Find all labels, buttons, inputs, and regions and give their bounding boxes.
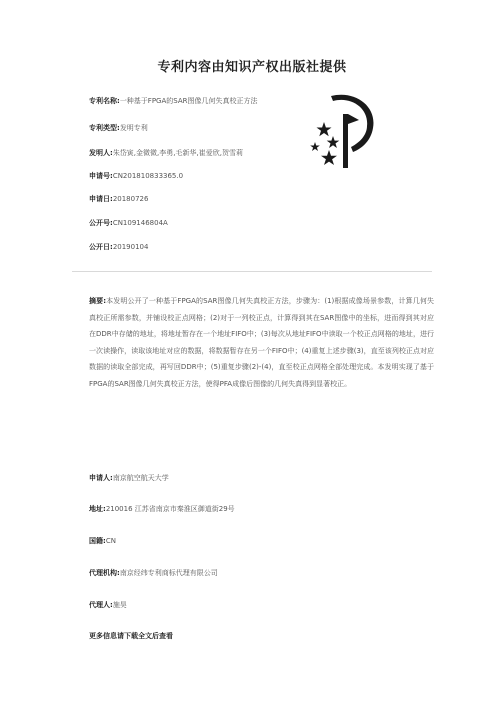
- applicant-value: 南京航空航天大学: [112, 474, 169, 482]
- nationality-label: 国籍:: [89, 537, 106, 545]
- publication-number-value: CN109146804A: [112, 219, 168, 227]
- patent-name-label: 专利名称:: [89, 97, 120, 105]
- publication-date-row: [89, 243, 148, 252]
- nationality-value: CN: [105, 537, 116, 545]
- address-value: 210016 江苏省南京市秦淮区御道街29号: [105, 505, 235, 513]
- nationality-row: [89, 537, 116, 546]
- publication-number-row: [89, 219, 168, 228]
- agent-row: [89, 601, 127, 610]
- applicant-row: [89, 474, 169, 483]
- application-number-value: CN201810833365.0: [112, 172, 184, 180]
- more-info-link[interactable]: 更多信息请下载全文后查看: [89, 632, 173, 640]
- patent-type-row: [89, 124, 148, 133]
- patent-type-value: 发明专利: [119, 124, 148, 132]
- address-row: [89, 505, 235, 514]
- patent-office-emblem-icon: [307, 92, 379, 168]
- address-label: 地址:: [89, 505, 106, 513]
- page-title: 专利内容由知识产权出版社提供: [157, 60, 347, 75]
- abstract-text: 本发明公开了一种基于FPGA的SAR图像几何失真校正方法，步骤为：(1)根据成像场景参数，计算几何失真校正所需参数，并铺设校正点网格；(2)对于一列校正点，计算得到其在SAR图像中的坐标，进而得到其对应在DDR中存储的地址，将地址暂存在一个地址FIFO中；(3)每次从地址FIFO中读取一个校正点网格的地址，进行一次读操作，读取该地址对应的数据，将数据暂存在另一个FIFO中；(4)重复上述步骤(3)，直至该列校正点对应数据的读取全部完成，再写回DDR中；(5)重复步骤(2)-(4)，直至校正点网格全部处理完成。本发明实现了基于FPGA的SAR图像几何失真校正方法，使得PFA成像后图像的几何失真得到显著校正。: [89, 297, 434, 388]
- publication-date-value: 20190104: [112, 243, 149, 251]
- section-divider: [72, 271, 432, 272]
- inventor-value: 朱岱寅,金微微,李勇,毛新华,崔爱欣,贺雪莉: [112, 149, 243, 157]
- publication-number-label: 公开号:: [89, 219, 113, 227]
- inventor-label: 发明人:: [89, 149, 113, 157]
- application-number-row: [89, 172, 183, 181]
- agent-label: 代理人:: [89, 601, 113, 609]
- application-number-label: 申请号:: [89, 172, 113, 180]
- applicant-label: 申请人:: [89, 474, 113, 482]
- agency-label: 代理机构:: [89, 569, 120, 577]
- abstract: [89, 293, 434, 393]
- application-date-row: [89, 195, 148, 204]
- abstract-label: 摘要:: [89, 297, 107, 305]
- agency-value: 南京经纬专利商标代理有限公司: [119, 569, 218, 577]
- publication-date-label: 公开日:: [89, 243, 113, 251]
- agency-row: [89, 569, 218, 578]
- patent-name-value: 一种基于FPGA的SAR图像几何失真校正方法: [119, 97, 258, 105]
- application-date-value: 20180726: [112, 195, 149, 203]
- patent-type-label: 专利类型:: [89, 124, 120, 132]
- application-date-label: 申请日:: [89, 195, 113, 203]
- patent-name-row: [89, 97, 258, 106]
- agent-value: 施昊: [112, 601, 127, 609]
- inventor-row: [89, 149, 243, 158]
